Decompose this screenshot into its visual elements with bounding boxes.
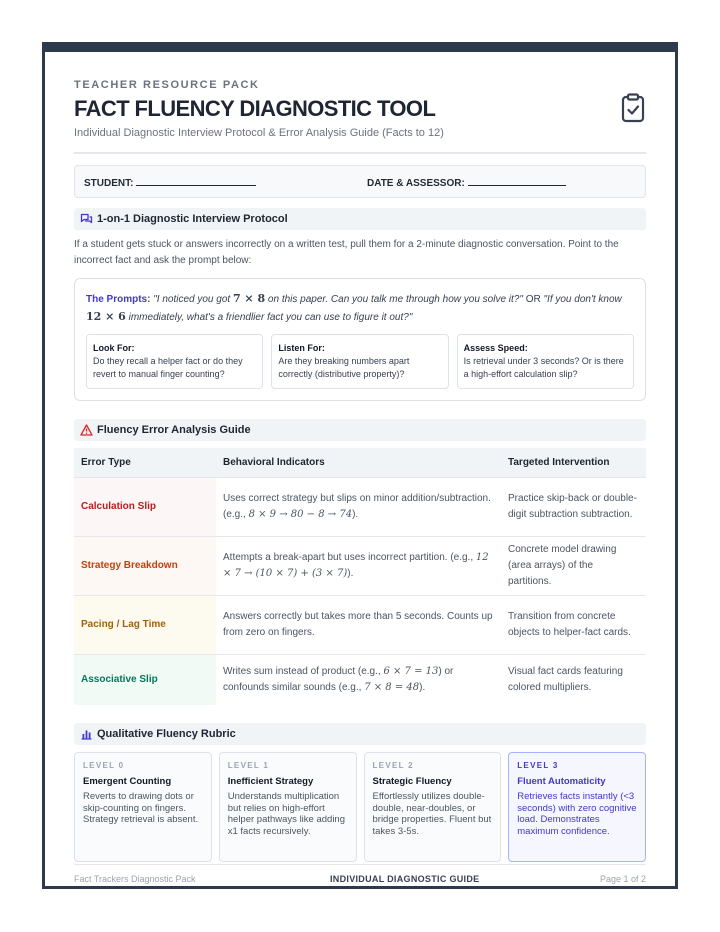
rubric-cards bbox=[74, 752, 646, 862]
rubric-level-0 bbox=[74, 752, 212, 862]
level-text: Effortlessly utilizes double-double, near-doubles, or bridge properties. Fluent but takes 3-5s. bbox=[372, 791, 492, 837]
level-label: LEVEL 2 bbox=[372, 761, 414, 770]
level-title: Fluent Automaticity bbox=[517, 776, 606, 787]
prompt1-math: 7 × 8 bbox=[232, 292, 266, 305]
student-blank[interactable] bbox=[136, 177, 256, 186]
prompt-text bbox=[86, 290, 634, 326]
indicator-text: Uses correct strategy but slips on minor addition/subtraction. (e.g., bbox=[223, 492, 491, 520]
section-title: 1-on-1 Diagnostic Interview Protocol bbox=[97, 213, 288, 225]
prompt2-part: "If you don't know bbox=[543, 294, 622, 305]
column-header: Targeted Intervention bbox=[501, 448, 646, 477]
table-row bbox=[74, 477, 646, 536]
error-analysis-table bbox=[74, 448, 646, 705]
card-text: Is retrieval under 3 seconds? Or is there a high-effort calculation slip? bbox=[463, 356, 624, 379]
intervention: Concrete model drawing (area arrays) of the partitions. bbox=[501, 536, 646, 595]
indicator-text: ). bbox=[347, 567, 354, 579]
indicator bbox=[216, 477, 501, 536]
column-header: Error Type bbox=[74, 448, 216, 477]
assessor-field[interactable] bbox=[367, 177, 566, 189]
indicator-text: Writes sum instead of product (e.g., bbox=[223, 665, 384, 677]
footer-center: INDIVIDUAL DIAGNOSTIC GUIDE bbox=[330, 874, 480, 884]
card-look-for bbox=[86, 334, 263, 389]
card-title: Listen For: bbox=[278, 343, 325, 353]
table-row bbox=[74, 536, 646, 595]
level-text: Understands multiplication but relies on high-effort helper pathways like adding x1 facts recursively. bbox=[227, 791, 345, 837]
prompt2-part: immediately, what's a friendlier fact you can use to figure it out?" bbox=[125, 312, 413, 323]
indicator-text: ). bbox=[419, 681, 426, 693]
level-label: LEVEL 0 bbox=[83, 761, 125, 770]
intervention: Visual fact cards featuring colored multipliers. bbox=[501, 654, 646, 705]
student-field[interactable] bbox=[84, 177, 256, 189]
page-number: Page 1 of 2 bbox=[599, 874, 646, 884]
or-text: OR bbox=[522, 294, 544, 305]
section-title: Qualitative Fluency Rubric bbox=[97, 728, 236, 740]
indicator bbox=[216, 654, 501, 705]
indicator-text: Attempts a break-apart but uses incorrect partition. (e.g., bbox=[223, 551, 476, 563]
indicator-math: 12 × 7 → (10 × 7) + (3 × 7) bbox=[223, 551, 489, 579]
rubric-level-2 bbox=[364, 752, 502, 862]
indicator-math: 7 × 8 = 48 bbox=[364, 681, 420, 693]
indicator-text: ). bbox=[352, 508, 359, 520]
level-title: Emergent Counting bbox=[83, 776, 172, 787]
page-content bbox=[74, 79, 646, 862]
level-title: Strategic Fluency bbox=[372, 776, 452, 787]
card-text: Do they recall a helper fact or do they revert to manual finger counting? bbox=[93, 356, 243, 379]
assessor-blank[interactable] bbox=[468, 177, 566, 186]
protocol-intro: If a student gets stuck or answers incorrectly on a written test, pull them for a 2-minute diagnostic conversation. Point to the incorrect fact and ask the prompt below: bbox=[74, 239, 619, 266]
column-header: Behavioral Indicators bbox=[216, 448, 501, 477]
indicator-math: 8 × 9 → 80 − 8 → 74 bbox=[248, 508, 353, 520]
error-type: Associative Slip bbox=[74, 654, 216, 705]
card-title: Look For: bbox=[93, 343, 135, 353]
level-label: LEVEL 1 bbox=[227, 761, 270, 770]
error-type: Pacing / Lag Time bbox=[74, 595, 216, 654]
card-text: Are they breaking numbers apart correctly (distributive property)? bbox=[278, 356, 410, 379]
warning-icon bbox=[80, 424, 93, 436]
clipboard-check-icon bbox=[620, 93, 646, 123]
card-assess-speed bbox=[457, 334, 634, 389]
prompt2-math: 12 × 6 bbox=[86, 310, 126, 323]
prompt-box bbox=[74, 278, 646, 401]
rubric-level-3 bbox=[508, 752, 646, 862]
indicator-math: 6 × 7 = 13 bbox=[383, 665, 439, 677]
page-sheet bbox=[42, 42, 678, 889]
page-footer bbox=[74, 864, 646, 888]
indicator bbox=[216, 536, 501, 595]
section-header-rubric bbox=[74, 723, 646, 745]
indicator: Answers correctly but takes more than 5 seconds. Counts up from zero on fingers. bbox=[216, 595, 501, 654]
prompt1-part: on this paper. Can you talk me through how you solve it?" bbox=[265, 294, 523, 305]
section-title: Fluency Error Analysis Guide bbox=[97, 424, 251, 436]
level-title: Inefficient Strategy bbox=[227, 776, 314, 787]
prompts-label: The Prompts: bbox=[86, 294, 151, 305]
footer-left: Fact Trackers Diagnostic Pack bbox=[74, 874, 196, 884]
bar-chart-icon bbox=[80, 728, 93, 740]
table-row bbox=[74, 654, 646, 705]
page-title: FACT FLUENCY DIAGNOSTIC TOOL bbox=[74, 96, 436, 121]
intervention: Transition from concrete objects to helper-fact cards. bbox=[501, 595, 646, 654]
card-listen-for bbox=[271, 334, 448, 389]
indicator-text: ) or confounds similar sounds (e.g., bbox=[223, 665, 454, 693]
intervention: Practice skip-back or double-digit subtraction subtraction. bbox=[501, 477, 646, 536]
section-header-analysis bbox=[74, 419, 646, 441]
observation-cards bbox=[86, 334, 634, 389]
assessor-label: DATE & ASSESSOR: bbox=[367, 178, 465, 189]
level-label: LEVEL 3 bbox=[517, 761, 559, 770]
prompt1-part: "I noticed you got bbox=[153, 294, 233, 305]
page-subtitle: Individual Diagnostic Interview Protocol & Error Analysis Guide (Facts to 12) bbox=[74, 127, 444, 139]
level-text: Retrieves facts instantly (<3 seconds) with zero cognitive load. Demonstrates maximum confidence. bbox=[517, 791, 637, 837]
card-title: Assess Speed: bbox=[463, 343, 528, 353]
table-row bbox=[74, 595, 646, 654]
error-type: Strategy Breakdown bbox=[74, 536, 216, 595]
eyebrow: TEACHER RESOURCE PACK bbox=[74, 79, 260, 91]
title-divider bbox=[74, 152, 646, 154]
rubric-level-1 bbox=[219, 752, 357, 862]
chat-icon bbox=[80, 213, 93, 225]
level-text: Reverts to drawing dots or skip-counting on fingers. Strategy retrieval is absent. bbox=[83, 791, 199, 825]
error-type: Calculation Slip bbox=[74, 477, 216, 536]
student-label: STUDENT: bbox=[84, 178, 134, 189]
table-header-row bbox=[74, 448, 646, 477]
section-header-protocol bbox=[74, 208, 646, 230]
student-info-box bbox=[74, 165, 646, 198]
